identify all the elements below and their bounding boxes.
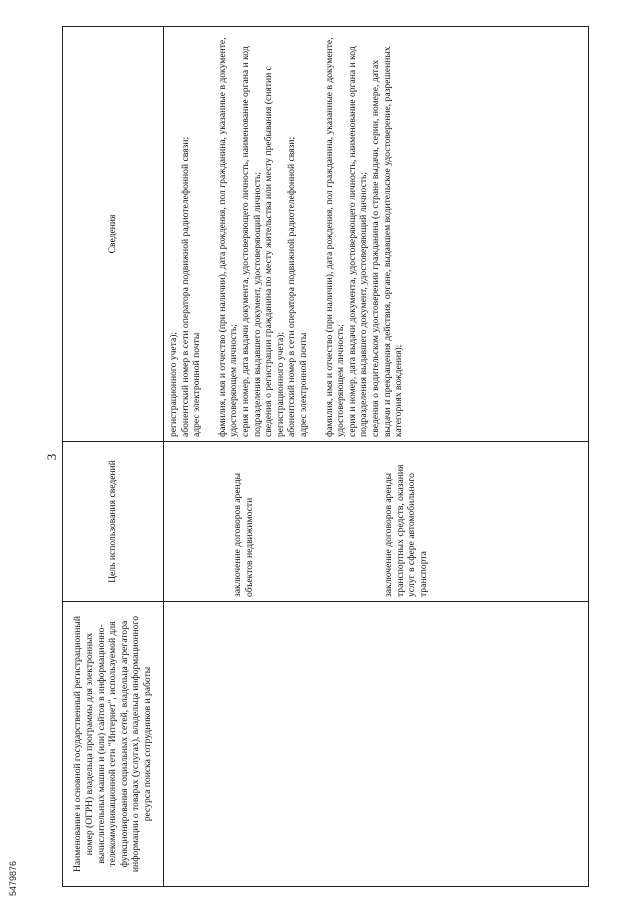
info-block-1 [166,31,203,437]
info-line: адрес электронной почты [297,332,309,437]
info-cell [164,27,589,442]
info-line: сведения о регистрации гражданина по месту жительства или месту пребывания (снятии с регистрационного учета); [263,66,286,437]
purpose-spacer [166,446,232,597]
page-number: 3 [44,453,59,461]
info-line: серия и номер, дата выдачи документа, удостоверяющего личность, наименование органа и код подразделения выдавшего документ, удостоверяющий личность; [239,46,263,437]
purpose-spacer-2 [269,446,383,597]
info-line: регистрационного учета); [168,331,179,437]
info-block-3 [324,31,405,437]
info-line: абонентский номер в сети оператора подвижной радиотелефонной связи; [179,136,191,437]
rotated-page [44,27,604,887]
purpose-cell [164,442,589,602]
purpose-rent-property: заключение договоров аренды объектов недвижимости [232,472,255,597]
info-line: фамилия, имя и отчество (при наличии), дата рождения, пол гражданина, указанные в документе, удостоверяющем личность; [323,37,347,437]
document-id: 5479876 [8,860,18,896]
info-line: сведения о водительском удостоверении гражданина (о стране выдачи, серии, номере, датах выдачи и прекращения действия, органе, выдавшем водительское удостоверение, разрешенных категориях вождения); [369,46,405,437]
header-info: Сведения [63,27,164,442]
purpose-rent-vehicles: заключение договоров аренды транспортных средств, оказания услуг в сфере автомобильного транспорта [383,464,429,597]
header-owner: Наименование и основной государственный регистрационный номер (ОГРН) владельца программы для электронных вычислительных машин и (или) сайтов в информационно-телекоммуникационной сети "Интернет", используемой для функционирования социальных сетей, владельца агрегатора информации о товарах (услугах), владельца информационного ресурса поиска сотрудников и работы [63,602,164,887]
info-line: абонентский номер в сети оператора подвижной радиотелефонной связи; [286,136,298,437]
table-header-row [63,27,164,887]
header-purpose: Цель использования сведений [63,442,164,602]
data-table [62,26,589,887]
table-row [164,27,589,887]
info-line: серия и номер, дата выдачи документа, удостоверяющего личность, наименование органа и код подразделения выдавшего документ, удостоверяющий личность; [346,46,370,437]
owner-cell [164,602,589,887]
info-block-2 [217,31,310,437]
info-line: адрес электронной почты [191,332,203,437]
info-line: фамилия, имя и отчество (при наличии), дата рождения, пол гражданина, указанные в документе, удостоверяющем личность; [216,37,240,437]
